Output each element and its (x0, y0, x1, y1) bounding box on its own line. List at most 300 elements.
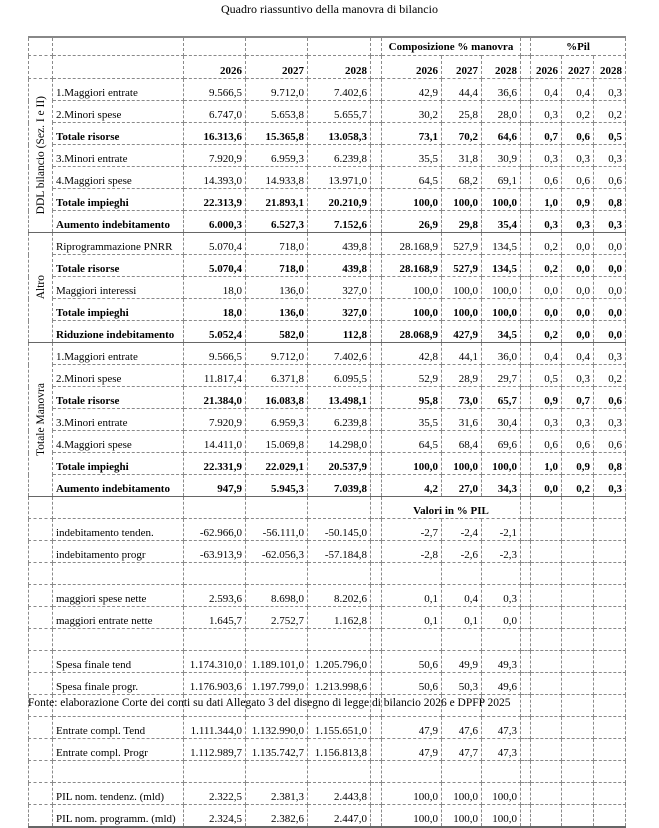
value-cell: 6.959,3 (246, 145, 308, 167)
pil-cell: 0,0 (531, 475, 562, 497)
table-row (29, 541, 626, 563)
table-row (29, 101, 626, 123)
table-row (29, 585, 626, 607)
value-cell: 2.382,6 (246, 805, 308, 828)
pct-pil-cell: 49,3 (482, 651, 521, 673)
spacer-cell (371, 211, 382, 233)
empty-cell (594, 607, 626, 629)
value-cell: 7.152,6 (308, 211, 371, 233)
pct-pil-cell: 0,0 (482, 607, 521, 629)
empty-cell (531, 519, 562, 541)
composition-cell: 30,4 (482, 409, 521, 431)
header-empty (184, 37, 246, 56)
composition-cell: 100,0 (442, 277, 482, 299)
spacer-cell (521, 453, 531, 475)
spacer-cell (521, 673, 531, 695)
value-cell: 327,0 (308, 299, 371, 321)
empty-cell (29, 541, 53, 563)
spacer-cell (521, 607, 531, 629)
table-row (29, 211, 626, 233)
blank-row (29, 761, 626, 783)
pil-cell: 0,4 (562, 343, 594, 365)
pil-cell: 1,0 (531, 189, 562, 211)
value-cell: -50.145,0 (308, 519, 371, 541)
composition-cell: 73,1 (382, 123, 442, 145)
spacer-cell (521, 167, 531, 189)
value-cell: 112,8 (308, 321, 371, 343)
pil-cell: 0,9 (562, 453, 594, 475)
composition-cell: 44,1 (442, 343, 482, 365)
empty-cell (594, 519, 626, 541)
pct-pil-cell: -2,3 (482, 541, 521, 563)
value-cell: 7.920,9 (184, 145, 246, 167)
composition-cell: 100,0 (382, 299, 442, 321)
value-cell: 1.162,8 (308, 607, 371, 629)
pil-cell: 0,3 (594, 475, 626, 497)
composition-cell: 69,1 (482, 167, 521, 189)
pil-cell: 0,3 (562, 409, 594, 431)
header-empty (53, 37, 184, 56)
pct-pil-cell: -2,6 (442, 541, 482, 563)
empty-cell (246, 497, 308, 519)
composition-cell: 68,4 (442, 431, 482, 453)
value-cell: 6.095,5 (308, 365, 371, 387)
empty-cell (531, 585, 562, 607)
composition-cell: 30,2 (382, 101, 442, 123)
value-cell: 6.000,3 (184, 211, 246, 233)
spacer-cell (371, 233, 382, 255)
empty-cell (29, 497, 53, 519)
spacer-cell (371, 123, 382, 145)
row-label: Totale impieghi (53, 453, 184, 475)
table-row (29, 365, 626, 387)
composition-cell: 27,0 (442, 475, 482, 497)
spacer-cell (521, 651, 531, 673)
pct-pil-cell: 100,0 (442, 783, 482, 805)
pil-cell: 1,0 (531, 453, 562, 475)
empty-cell (594, 629, 626, 651)
pct-pil-cell: 0,3 (482, 585, 521, 607)
pil-cell: 0,0 (562, 233, 594, 255)
row-label: PIL nom. tendenz. (mld) (53, 783, 184, 805)
pct-pil-cell: -2,7 (382, 519, 442, 541)
pil-cell: 0,0 (562, 255, 594, 277)
empty-cell (531, 651, 562, 673)
pct-pil-cell: 47,9 (382, 717, 442, 739)
pil-cell: 0,2 (531, 255, 562, 277)
empty-cell (531, 717, 562, 739)
table-row (29, 409, 626, 431)
pct-pil-cell: 47,6 (442, 717, 482, 739)
value-cell (308, 761, 371, 783)
composition-cell: 42,9 (382, 79, 442, 101)
value-cell: 7.402,6 (308, 79, 371, 101)
empty-cell (531, 673, 562, 695)
empty-cell (29, 585, 53, 607)
empty-cell (594, 805, 626, 828)
spacer-cell (371, 56, 382, 79)
pil-cell: 0,3 (531, 101, 562, 123)
spacer-cell (521, 211, 531, 233)
value-cell: 1.176.903,6 (184, 673, 246, 695)
value-cell: 1.189.101,0 (246, 651, 308, 673)
row-label (53, 563, 184, 585)
value-cell: 7.039,8 (308, 475, 371, 497)
spacer-cell (521, 321, 531, 343)
pct-pil-cell: 100,0 (382, 783, 442, 805)
composition-cell: 44,4 (442, 79, 482, 101)
pil-cell: 0,6 (531, 431, 562, 453)
value-cell: 22.029,1 (246, 453, 308, 475)
spacer-cell (371, 519, 382, 541)
spacer-cell (371, 145, 382, 167)
value-cell: 1.155.651,0 (308, 717, 371, 739)
value-cell: 22.331,9 (184, 453, 246, 475)
composition-cell: 28.068,9 (382, 321, 442, 343)
spacer-cell (371, 167, 382, 189)
row-label: 1.Maggiori entrate (53, 343, 184, 365)
composition-cell: 28,9 (442, 365, 482, 387)
empty-cell (562, 673, 594, 695)
table-row (29, 277, 626, 299)
empty-cell (562, 497, 594, 519)
composition-cell: 100,0 (482, 453, 521, 475)
value-cell: 15.069,8 (246, 431, 308, 453)
value-cell: 1.645,7 (184, 607, 246, 629)
pil-cell: 0,6 (594, 387, 626, 409)
composition-cell: 427,9 (442, 321, 482, 343)
row-label: 3.Minori entrate (53, 145, 184, 167)
group-label-text: Totale Manovra (34, 383, 47, 456)
header-row-years (29, 56, 626, 79)
empty-cell (531, 629, 562, 651)
pil-cell: 0,9 (562, 189, 594, 211)
pil-cell: 0,0 (594, 233, 626, 255)
table-row (29, 805, 626, 828)
value-cell (308, 563, 371, 585)
empty-cell (531, 695, 562, 717)
spacer-cell (521, 805, 531, 828)
spacer-cell (371, 805, 382, 828)
value-cell: 20.210,9 (308, 189, 371, 211)
empty-cell (531, 541, 562, 563)
empty-cell (29, 519, 53, 541)
empty-cell (29, 783, 53, 805)
table-row (29, 387, 626, 409)
table-row (29, 673, 626, 695)
composition-cell: 64,5 (382, 431, 442, 453)
row-label: indebitamento progr (53, 541, 184, 563)
pil-cell: 0,3 (594, 343, 626, 365)
empty-cell (594, 761, 626, 783)
pct-pil-cell: 100,0 (482, 805, 521, 828)
table-row (29, 123, 626, 145)
pil-cell: 0,3 (594, 211, 626, 233)
table-row (29, 343, 626, 365)
composition-cell: 69,6 (482, 431, 521, 453)
pct-pil-cell: 50,6 (382, 673, 442, 695)
empty-cell (29, 805, 53, 828)
row-label: Riduzione indebitamento (53, 321, 184, 343)
value-cell: 2.752,7 (246, 607, 308, 629)
value-cell: 13.498,1 (308, 387, 371, 409)
spacer-cell (521, 365, 531, 387)
pil-cell: 0,0 (594, 255, 626, 277)
empty-cell (562, 805, 594, 828)
pct-pil-cell: 49,6 (482, 673, 521, 695)
pct-pil-cell (382, 563, 442, 585)
empty-cell (29, 563, 53, 585)
header-pil: %Pil (531, 37, 626, 56)
composition-cell: 34,5 (482, 321, 521, 343)
pil-cell: 0,2 (562, 101, 594, 123)
empty-cell (562, 629, 594, 651)
composition-cell: 100,0 (442, 453, 482, 475)
value-cell: 2.381,3 (246, 783, 308, 805)
empty-cell (594, 673, 626, 695)
composition-cell: 68,2 (442, 167, 482, 189)
pil-cell: 0,8 (594, 189, 626, 211)
composition-cell: 73,0 (442, 387, 482, 409)
pct-pil-cell (382, 761, 442, 783)
empty-cell (531, 805, 562, 828)
spacer-cell (521, 563, 531, 585)
value-cell: 5.070,4 (184, 255, 246, 277)
pil-cell: 0,0 (562, 321, 594, 343)
header-empty (246, 37, 308, 56)
row-label: Totale impieghi (53, 189, 184, 211)
spacer-cell (521, 409, 531, 431)
composition-cell: 527,9 (442, 233, 482, 255)
pil-cell: 0,0 (594, 299, 626, 321)
value-cell: 6.747,0 (184, 101, 246, 123)
empty-cell (594, 717, 626, 739)
value-cell (246, 629, 308, 651)
spacer-cell (521, 101, 531, 123)
spacer-cell (371, 673, 382, 695)
pil-cell: 0,3 (531, 409, 562, 431)
pil-cell: 0,5 (531, 365, 562, 387)
row-label: Totale impieghi (53, 299, 184, 321)
value-cell: 1.174.310,0 (184, 651, 246, 673)
spacer-cell (371, 277, 382, 299)
value-cell: 2.447,0 (308, 805, 371, 828)
value-cell: 718,0 (246, 233, 308, 255)
spacer-cell (371, 79, 382, 101)
table-row (29, 475, 626, 497)
pct-pil-cell: 100,0 (482, 783, 521, 805)
spacer-cell (521, 475, 531, 497)
table-row (29, 519, 626, 541)
empty-cell (29, 717, 53, 739)
empty-cell (531, 607, 562, 629)
value-cell: 14.393,0 (184, 167, 246, 189)
composition-cell: 29,8 (442, 211, 482, 233)
composition-cell: 36,6 (482, 79, 521, 101)
header-empty (53, 56, 184, 79)
pct-pil-cell (482, 761, 521, 783)
composition-cell: 28.168,9 (382, 233, 442, 255)
row-label: Totale risorse (53, 123, 184, 145)
composition-cell: 134,5 (482, 255, 521, 277)
pct-pil-cell (382, 629, 442, 651)
blank-row (29, 629, 626, 651)
spacer-cell (371, 365, 382, 387)
value-cell: 2.443,8 (308, 783, 371, 805)
empty-cell (594, 651, 626, 673)
pct-pil-cell: 0,1 (382, 585, 442, 607)
spacer-cell (521, 145, 531, 167)
header-year: 2027 (442, 56, 482, 79)
composition-cell: 30,9 (482, 145, 521, 167)
empty-cell (531, 563, 562, 585)
composition-cell: 100,0 (382, 189, 442, 211)
table-row (29, 167, 626, 189)
value-cell: 21.384,0 (184, 387, 246, 409)
header-year: 2028 (482, 56, 521, 79)
spacer-cell (521, 56, 531, 79)
composition-cell: 134,5 (482, 233, 521, 255)
empty-cell (562, 739, 594, 761)
composition-cell: 64,6 (482, 123, 521, 145)
empty-cell (29, 651, 53, 673)
pil-cell: 0,0 (594, 277, 626, 299)
value-cell (308, 629, 371, 651)
value-cell: -56.111,0 (246, 519, 308, 541)
spacer-cell (371, 101, 382, 123)
table-row (29, 431, 626, 453)
spacer-cell (371, 299, 382, 321)
value-cell (184, 563, 246, 585)
value-cell: 7.920,9 (184, 409, 246, 431)
header-year: 2028 (594, 56, 626, 79)
value-cell (184, 629, 246, 651)
composition-cell: 25,8 (442, 101, 482, 123)
pil-cell: 0,2 (531, 321, 562, 343)
pct-pil-cell: 0,1 (442, 607, 482, 629)
empty-cell (562, 695, 594, 717)
empty-cell (562, 783, 594, 805)
empty-cell (594, 695, 626, 717)
spacer-cell (371, 387, 382, 409)
pil-cell: 0,3 (531, 145, 562, 167)
value-cell: 582,0 (246, 321, 308, 343)
group-label (29, 343, 53, 497)
pil-cell: 0,6 (562, 431, 594, 453)
spacer-cell (371, 541, 382, 563)
pil-cell: 0,4 (531, 79, 562, 101)
spacer-cell (521, 299, 531, 321)
empty-cell (531, 497, 562, 519)
pil-cell: 0,0 (531, 277, 562, 299)
spacer-cell (521, 629, 531, 651)
spacer-cell (521, 387, 531, 409)
spacer-cell (521, 343, 531, 365)
value-cell: 9.566,5 (184, 343, 246, 365)
pil-cell: 0,3 (594, 145, 626, 167)
spacer-cell (521, 541, 531, 563)
pct-pil-cell: 100,0 (442, 805, 482, 828)
value-cell (246, 563, 308, 585)
empty-cell (594, 739, 626, 761)
table-row (29, 255, 626, 277)
spacer-cell (371, 783, 382, 805)
composition-cell: 100,0 (482, 189, 521, 211)
pct-pil-cell: 47,7 (442, 739, 482, 761)
pil-cell: 0,2 (594, 101, 626, 123)
pct-pil-cell (482, 563, 521, 585)
pct-pil-cell (442, 563, 482, 585)
pct-pil-cell: 47,9 (382, 739, 442, 761)
value-cell: 8.698,0 (246, 585, 308, 607)
empty-cell (594, 497, 626, 519)
value-cell: 327,0 (308, 277, 371, 299)
composition-cell: 100,0 (442, 299, 482, 321)
value-cell: 15.365,8 (246, 123, 308, 145)
pct-pil-cell: 50,3 (442, 673, 482, 695)
table-row (29, 651, 626, 673)
spacer-cell (521, 585, 531, 607)
table-row (29, 299, 626, 321)
spacer-cell (371, 453, 382, 475)
spacer-cell (521, 189, 531, 211)
row-label: 1.Maggiori entrate (53, 79, 184, 101)
header-empty (29, 37, 53, 56)
pil-cell: 0,7 (531, 123, 562, 145)
row-label: 4.Maggiori spese (53, 431, 184, 453)
value-cell: 6.239,8 (308, 409, 371, 431)
table-title: Quadro riassuntivo della manovra di bilancio (221, 2, 438, 16)
empty-cell (531, 783, 562, 805)
value-cell: 14.411,0 (184, 431, 246, 453)
row-label: PIL nom. programm. (mld) (53, 805, 184, 828)
value-cell: 439,8 (308, 255, 371, 277)
empty-cell (594, 585, 626, 607)
composition-cell: 4,2 (382, 475, 442, 497)
spacer-cell (371, 651, 382, 673)
value-cell: -62.966,0 (184, 519, 246, 541)
spacer-cell (371, 343, 382, 365)
composition-cell: 100,0 (442, 189, 482, 211)
value-cell (184, 761, 246, 783)
empty-cell (53, 497, 184, 519)
row-label: Entrate compl. Progr (53, 739, 184, 761)
composition-cell: 52,9 (382, 365, 442, 387)
row-label: Aumento indebitamento (53, 211, 184, 233)
value-cell: 6.371,8 (246, 365, 308, 387)
empty-cell (594, 563, 626, 585)
value-cell: 5.945,3 (246, 475, 308, 497)
spacer-cell (371, 585, 382, 607)
table-row (29, 453, 626, 475)
spacer-cell (521, 739, 531, 761)
pct-pil-cell: 50,6 (382, 651, 442, 673)
spacer-cell (371, 761, 382, 783)
row-label: 2.Minori spese (53, 101, 184, 123)
row-label: Totale risorse (53, 255, 184, 277)
empty-cell (594, 541, 626, 563)
row-label: Aumento indebitamento (53, 475, 184, 497)
budget-summary-table (28, 36, 626, 828)
spacer-cell (521, 761, 531, 783)
pil-cell: 0,2 (594, 365, 626, 387)
header-year: 2028 (308, 56, 371, 79)
value-cell: 18,0 (184, 277, 246, 299)
row-label (53, 629, 184, 651)
table-row (29, 189, 626, 211)
value-cell: 18,0 (184, 299, 246, 321)
composition-cell: 64,5 (382, 167, 442, 189)
